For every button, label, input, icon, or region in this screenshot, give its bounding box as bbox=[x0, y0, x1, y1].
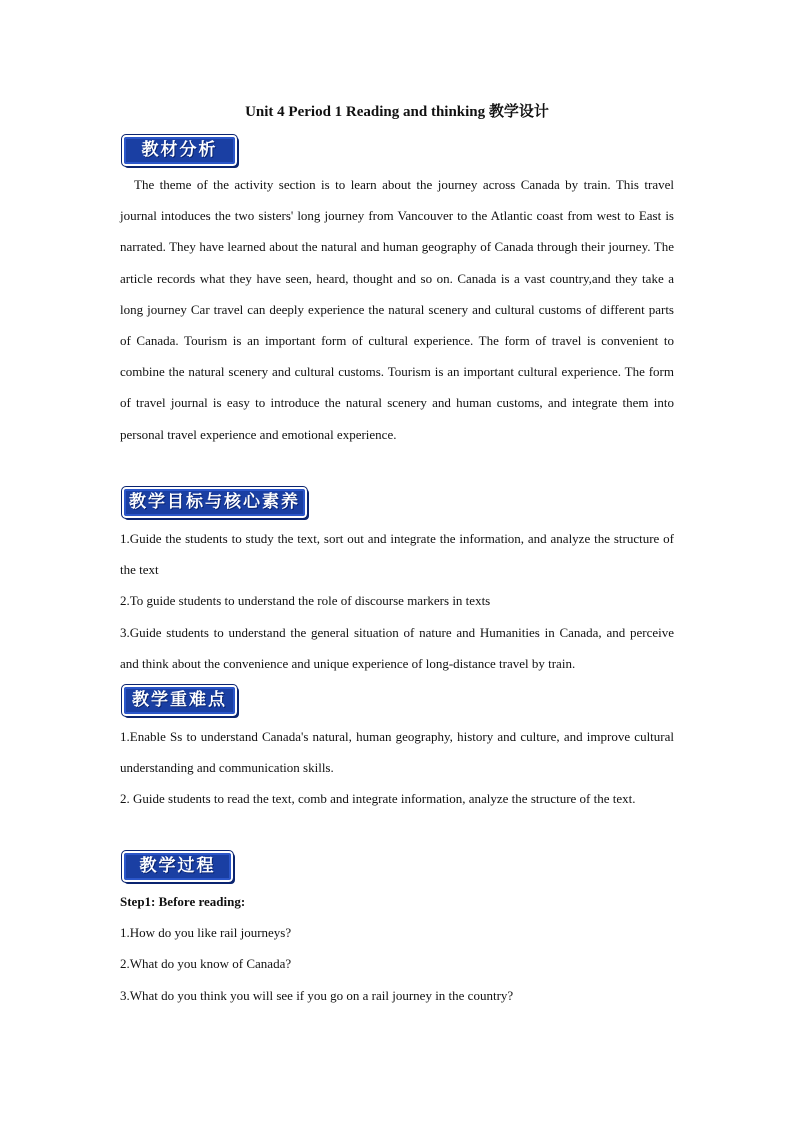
analysis-paragraph: The theme of the activity section is to learn about the journey across Canada by train. This travel journal intoduces the two sisters' long journey from Vancouver to the Atlantic coast from west to East is narrated. They have learned about the natural and human geography of Canada through their journey. The article records what they have seen, heard, thought and so on. Canada is a vast country,and they take a long journey Car travel can deeply experience the natural scenery and cultural customs of different parts of Canada. Tourism is an important form of cultural experience. The form of travel is convenient to combine the natural scenery and cultural customs. Tourism is an important cultural experience. The form of travel journal is easy to introduce the natural scenery and human customs, and integrate them into personal travel experience and emotional experience. bbox=[120, 177, 674, 442]
section-heading-analysis: 教材分析 bbox=[122, 135, 237, 166]
key-points-section bbox=[120, 721, 674, 815]
section-heading-objectives: 教学目标与核心素养 bbox=[122, 487, 307, 518]
question-item-1: 1.How do you like rail journeys? bbox=[120, 925, 292, 941]
document-title: Unit 4 Period 1 Reading and thinking 教学设计 bbox=[245, 104, 549, 120]
objective-item-2: 2.To guide students to understand the role of discourse markers in texts bbox=[120, 593, 491, 609]
objective-item-3: 3.Guide students to understand the general situation of nature and Humanities in Canada, and perceive and think about the convenience and unique experience of long-distance travel by train. bbox=[120, 624, 674, 671]
process-section bbox=[120, 886, 674, 1011]
section-heading-key-points: 教学重难点 bbox=[122, 685, 237, 716]
question-item-3: 3.What do you think you will see if you go on a rail journey in the country? bbox=[120, 987, 514, 1003]
question-item-2: 2.What do you know of Canada? bbox=[120, 956, 292, 972]
analysis-section bbox=[120, 169, 674, 450]
section-heading-process: 教学过程 bbox=[122, 851, 233, 882]
key-point-item-1: 1.Enable Ss to understand Canada's natural, human geography, history and culture, and improve cultural understanding and communication skills. bbox=[120, 729, 674, 776]
objective-item-1: 1.Guide the students to study the text, sort out and integrate the information, and analyze the structure of the text bbox=[120, 531, 674, 578]
objectives-section bbox=[120, 523, 674, 679]
key-point-item-2: 2. Guide students to read the text, comb and integrate information, analyze the structure of the text. bbox=[120, 791, 636, 807]
step1-label: Step1: Before reading: bbox=[120, 894, 246, 909]
